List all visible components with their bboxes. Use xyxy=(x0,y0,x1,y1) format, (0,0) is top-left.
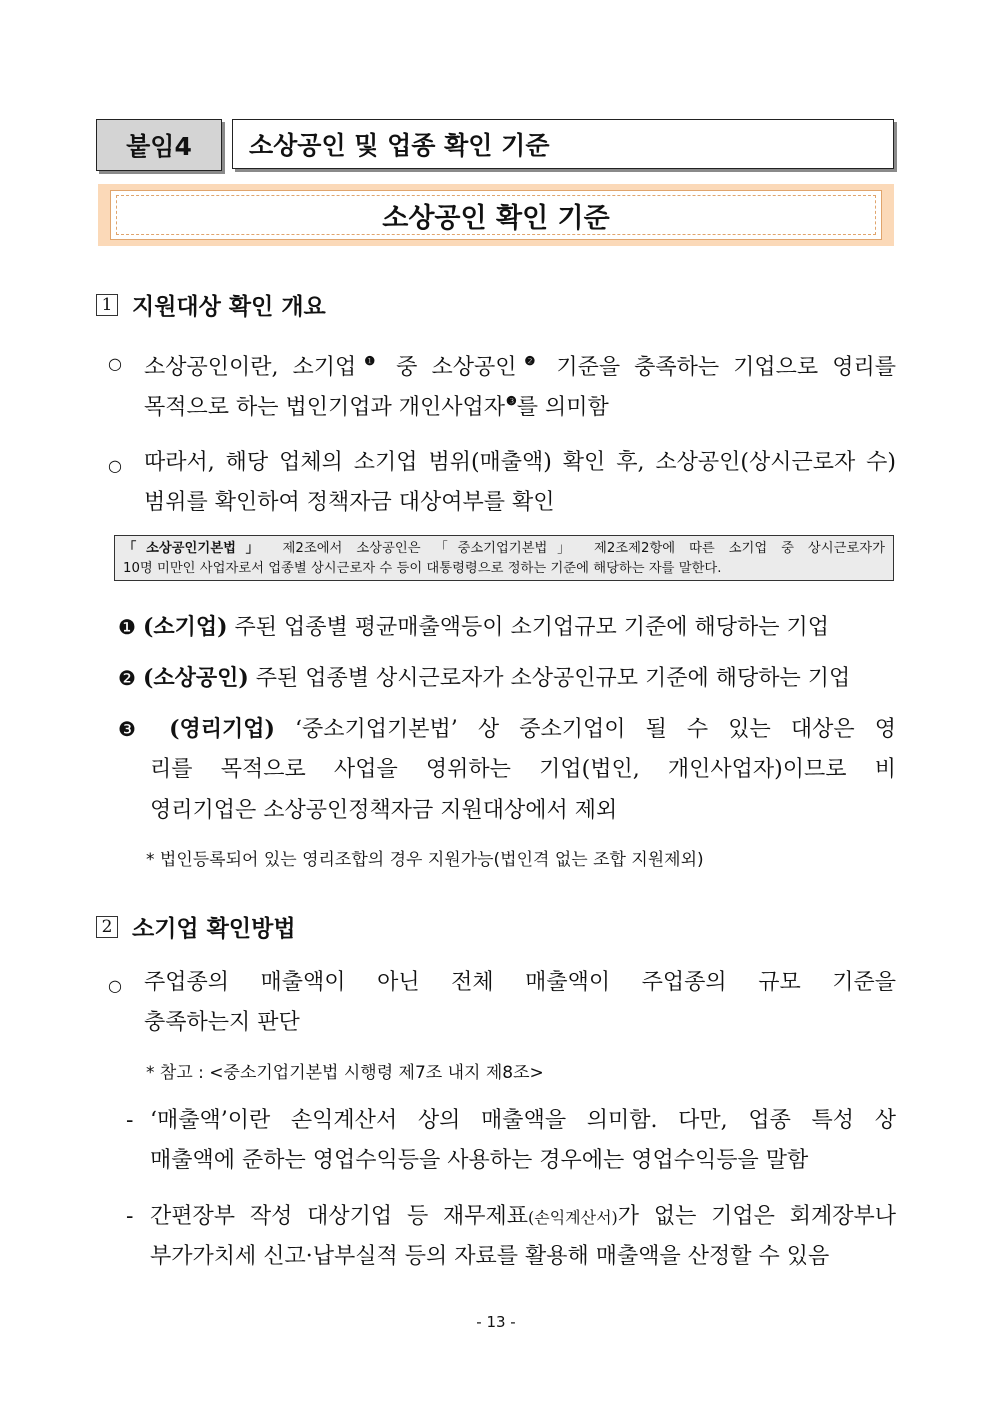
paragraph-line: 목적으로 하는 법인기업과 개인사업자$^❸$를 의미함 xyxy=(144,394,609,420)
footnote-mark-3: ❸ xyxy=(506,394,517,408)
paragraph-line: 리를 목적으로 사업을 영위하는 기업(법인, 개인사업자)이므로 비 xyxy=(150,757,896,782)
document-title: 소상공인 및 업종 확인 기준 xyxy=(232,119,894,169)
numbered-item-3: ❸ (영리기업) ‘중소기업기본법’ 상 중소기업이 될 수 있는 대상은 영 xyxy=(118,716,896,742)
bullet-circle: ○ xyxy=(108,354,122,373)
section-1-heading xyxy=(96,288,326,321)
number-3-icon: ❸ xyxy=(118,717,150,741)
number-2-icon: ❷ xyxy=(118,666,136,690)
reference-line: 10명 미만인 사업자로서 업종별 상시근로자 수 등이 대통령령으로 정하는 기준에 해당하는 자를 말한다. xyxy=(123,561,722,576)
paragraph-line: 간편장부 작성 대상기업 등 재무제표(손익계산서)가 없는 기업은 회계장부나 xyxy=(150,1204,896,1229)
footnote-mark-2: ❷ xyxy=(517,354,543,368)
section-2-heading xyxy=(96,910,296,943)
section-number: 1 xyxy=(96,294,118,316)
paragraph-line: 영리기업은 소상공인정책자금 지원대상에서 제외 xyxy=(150,798,618,823)
section-title: 지원대상 확인 개요 xyxy=(132,293,326,320)
paragraph-line: 따라서, 해당 업체의 소기업 범위(매출액) 확인 후, 소상공인(상시근로자 수) xyxy=(144,450,896,475)
paragraph-line: 범위를 확인하여 정책자금 대상여부를 확인 xyxy=(144,490,555,515)
dash-marker: - xyxy=(126,1108,134,1133)
item-label: (영리기업) xyxy=(169,716,275,742)
paragraph-line: ‘매출액’이란 손익계산서 상의 매출액을 의미함. 다만, 업종 특성 상 xyxy=(150,1108,896,1133)
bullet-circle: ○ xyxy=(108,976,122,995)
paragraph-line: 부가가치세 신고·납부실적 등의 자료를 활용해 매출액을 산정할 수 있음 xyxy=(150,1244,830,1269)
footnote: * 법인등록되어 있는 영리조합의 경우 지원가능(법인격 없는 조합 지원제외) xyxy=(146,850,704,870)
footnote: * 참고 : <중소기업기본법 시행령 제7조 내지 제8조> xyxy=(146,1063,544,1083)
attachment-label: 붙임4 xyxy=(96,119,222,171)
page-number: - 13 - xyxy=(476,1313,516,1331)
item-label: (소기업) xyxy=(142,614,228,640)
paragraph-line: 충족하는지 판단 xyxy=(144,1010,300,1035)
numbered-item-1: ❶ (소기업) 주된 업종별 평균매출액등이 소기업규모 기준에 해당하는 기업 xyxy=(118,614,830,640)
bullet-circle: ○ xyxy=(108,456,122,475)
footnote-mark-1: ❶ xyxy=(357,354,383,368)
dash-marker: - xyxy=(126,1204,134,1229)
paragraph-line: 소상공인이란, 소기업$^❶$ 중 소상공인$^❷$ 기준을 충족하는 기업으로 영리를 xyxy=(144,354,896,380)
numbered-item-2: ❷ (소상공인) 주된 업종별 상시근로자가 소상공인규모 기준에 해당하는 기업 xyxy=(118,665,851,691)
paragraph-line: 매출액에 준하는 영업수익등을 사용하는 경우에는 영업수익등을 말함 xyxy=(150,1148,809,1173)
paragraph-line: 주업종의 매출액이 아닌 전체 매출액이 주업종의 규모 기준을 xyxy=(144,970,896,995)
banner-title: 소상공인 확인 기준 xyxy=(116,195,876,235)
section-number: 2 xyxy=(96,916,118,938)
law-reference-box xyxy=(114,535,894,581)
item-label: (소상공인) xyxy=(142,665,249,691)
reference-line: 「소상공인기본법」 제2조에서 소상공인은 「중소기업기본법」 제2조제2항에 따른 소기업 중 상시근로자가 xyxy=(123,541,885,556)
number-1-icon: ❶ xyxy=(118,615,136,639)
section-title: 소기업 확인방법 xyxy=(132,915,296,942)
